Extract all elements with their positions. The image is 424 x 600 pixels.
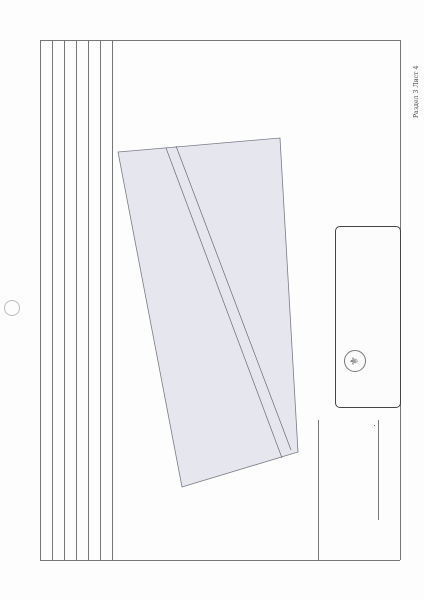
parcel-polygon [118, 138, 298, 487]
footer-divider [318, 560, 400, 561]
legend-divider [318, 420, 319, 560]
coat-of-arms-icon: ⚜ [344, 350, 366, 372]
signature-underline [378, 420, 379, 520]
section-sheet-label: Раздел 3 Лист 4 [413, 65, 420, 118]
signature-line [374, 425, 375, 426]
seal-mark [4, 300, 20, 316]
electronic-signature-stamp [335, 226, 401, 408]
